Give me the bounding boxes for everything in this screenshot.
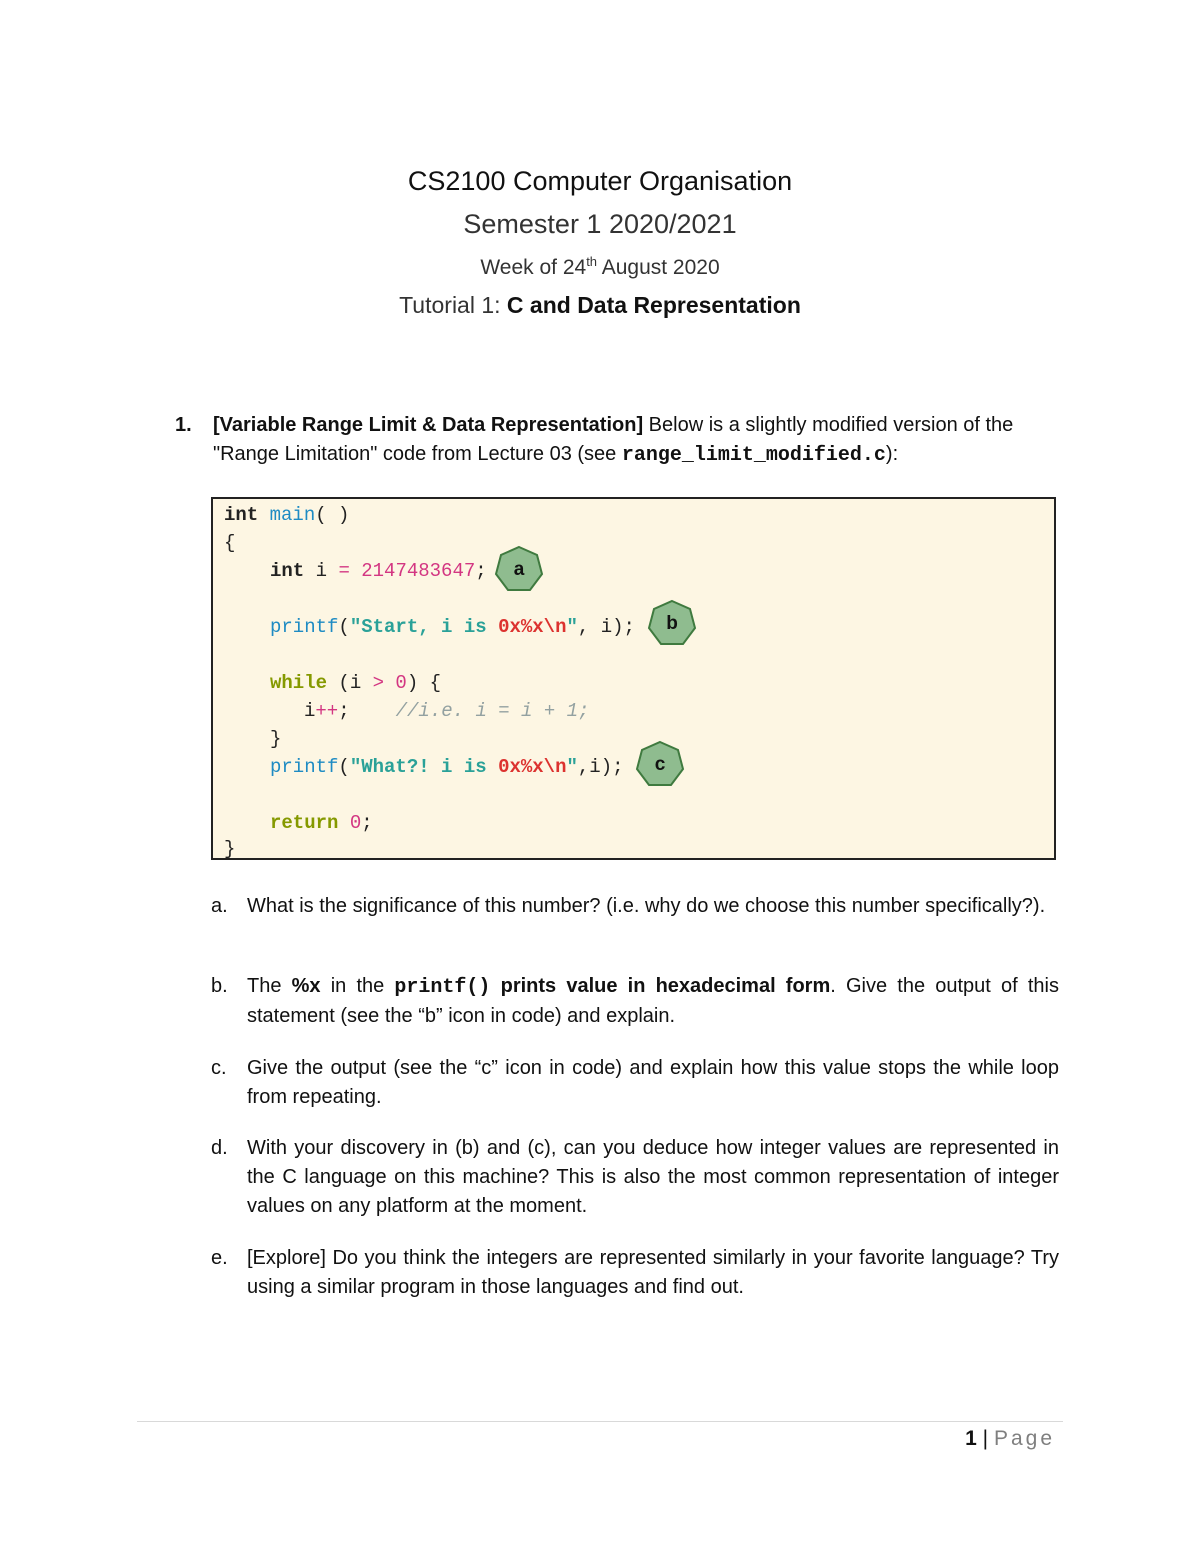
code-token: "Start, i is	[349, 616, 499, 638]
text-run: in the	[320, 975, 395, 997]
code-token: , i);	[577, 616, 635, 638]
code-block	[211, 497, 1056, 860]
subquestion-label: b.	[211, 975, 228, 997]
code-token: ++	[315, 700, 339, 722]
question-tag: [Variable Range Limit & Data Representation]	[213, 414, 644, 436]
code-token: {	[224, 532, 236, 554]
code-token: while	[270, 672, 328, 694]
week-prefix: Week of 24	[480, 256, 587, 279]
page-number: 1	[965, 1427, 977, 1450]
badge-c-label: c	[654, 754, 666, 775]
code-token: int	[224, 504, 259, 526]
subquestion-label: e.	[211, 1247, 228, 1269]
footer-divider	[137, 1421, 1063, 1422]
code-token: int	[270, 560, 305, 582]
code-token: //i.e. i = i + 1;	[395, 700, 590, 722]
code-token: printf	[270, 616, 339, 638]
code-token: 2147483647	[349, 560, 476, 582]
badge-a-label: a	[513, 559, 525, 580]
code-line-9	[270, 812, 373, 834]
code-token: ,i);	[577, 756, 624, 778]
code-token: 0	[338, 812, 362, 834]
subquestion-text: Give the output (see the “c” icon in code) and explain how this value stops the while loop from repeating.	[247, 1057, 1059, 1108]
subquestion-text: What is the significance of this number? (i.e. why do we choose this number specifically?).	[247, 895, 1046, 917]
code-token: "	[566, 756, 578, 778]
code-token: ( )	[315, 504, 350, 526]
subquestion-text: [Explore] Do you think the integers are represented similarly in your favorite language? Try using a similar program in those languages and find out.	[247, 1247, 1059, 1298]
code-token: ;	[475, 560, 487, 582]
badge-b	[647, 599, 697, 649]
code-token: printf	[270, 756, 339, 778]
code-token: ;	[338, 700, 350, 722]
code-line-4	[270, 616, 635, 638]
week-suffix: August 2020	[597, 256, 720, 279]
text-run: The	[247, 975, 292, 997]
code-token: main	[269, 504, 316, 526]
text-run: %x	[291, 975, 321, 997]
code-token: (i	[327, 672, 373, 694]
week-sup: th	[586, 254, 598, 269]
code-token: (	[338, 756, 350, 778]
code-line-5	[270, 672, 441, 694]
code-line-10	[224, 838, 235, 860]
filename: range_limit_modified.c	[621, 444, 886, 467]
intro-part-a: Below is a slightly modified version of the "Range Limitation" code from Lecture 03 (see	[213, 414, 1014, 465]
code-token: }	[224, 838, 236, 860]
subquestion-text	[247, 972, 1059, 1031]
code-lines	[213, 499, 1054, 860]
code-line-7	[270, 728, 281, 750]
code-line-2	[224, 532, 235, 554]
document-title: CS2100 Computer Organisation	[407, 166, 793, 196]
subquestion-label: c.	[211, 1057, 227, 1079]
page-footer	[800, 1427, 1055, 1451]
code-token: (	[338, 616, 350, 638]
code-token: =	[338, 560, 350, 582]
code-token: "What?! i is	[349, 756, 499, 778]
code-line-3	[270, 560, 487, 582]
text-run: printf()	[394, 976, 491, 999]
text-run: prints value in hexadecimal form	[490, 975, 831, 997]
code-line-8	[270, 756, 624, 778]
code-token: "	[566, 616, 578, 638]
question-1-intro	[213, 411, 1053, 470]
code-token: 0x%x\n	[498, 616, 567, 638]
subquestion-text: With your discovery in (b) and (c), can you deduce how integer values are represented in the C language on this machine? This is also the most common representation of integer values on any platform at the moment.	[247, 1137, 1059, 1217]
week-line	[0, 254, 1200, 280]
code-token: 0	[384, 672, 407, 694]
footer-separator: |	[976, 1427, 994, 1450]
code-line-1	[224, 504, 349, 526]
code-line-6	[304, 700, 589, 722]
text-run: . Give the output of this statement (see the “b” icon in code) and explain.	[247, 975, 1059, 1027]
tutorial-topic: C and Data Representation	[506, 292, 801, 318]
code-token: ;	[361, 812, 373, 834]
badge-b-label: b	[666, 613, 678, 634]
tutorial-line	[0, 292, 1200, 319]
badge-c	[635, 740, 685, 790]
question-number: 1.	[175, 414, 192, 436]
code-token: 0x%x\n	[498, 756, 567, 778]
tutorial-prefix: Tutorial 1:	[399, 292, 507, 318]
code-token: i	[304, 560, 339, 582]
code-token: return	[270, 812, 339, 834]
code-token: >	[372, 672, 385, 694]
page-word: Page	[993, 1427, 1055, 1450]
subquestion-label: d.	[211, 1137, 228, 1159]
code-token: i	[304, 700, 316, 722]
badge-a	[494, 545, 544, 595]
intro-part-b: ):	[885, 443, 899, 465]
code-token: }	[270, 728, 282, 750]
subquestion-label: a.	[211, 895, 228, 917]
semester-line: Semester 1 2020/2021	[463, 209, 737, 239]
code-token: ) {	[406, 672, 442, 694]
